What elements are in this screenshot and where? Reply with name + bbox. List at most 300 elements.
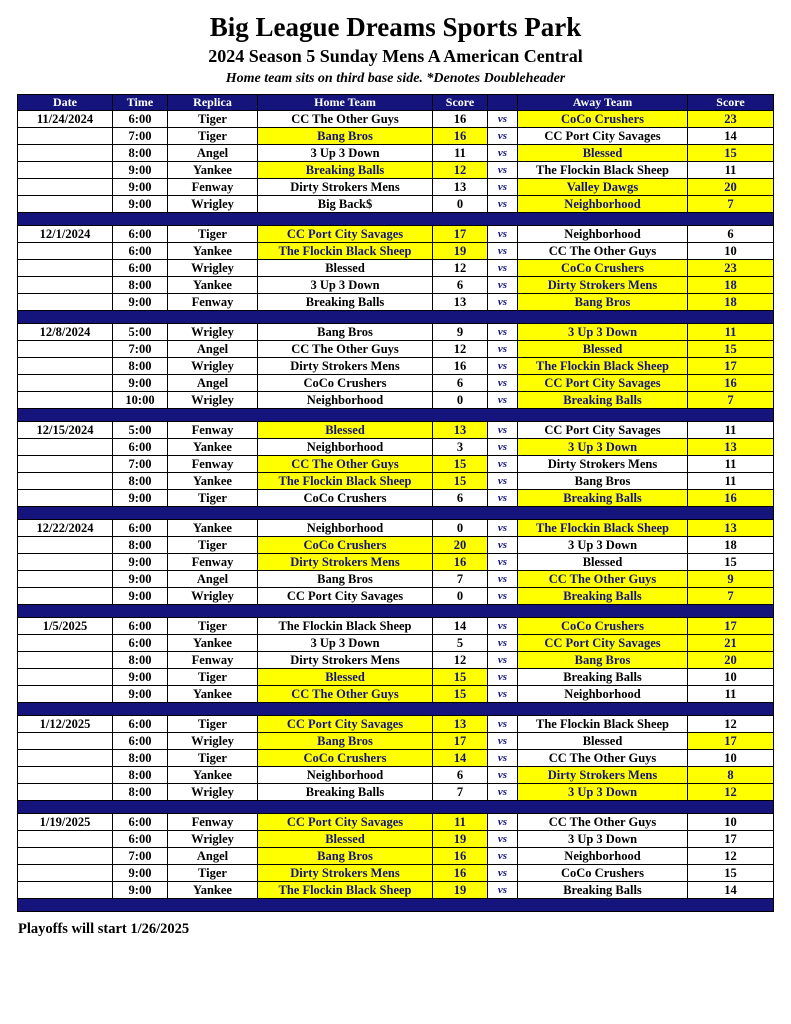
time-cell: 6:00 <box>113 733 168 750</box>
away-score-cell: 17 <box>688 618 774 635</box>
home-team-cell: The Flockin Black Sheep <box>258 882 433 899</box>
home-team-cell: CC The Other Guys <box>258 456 433 473</box>
time-cell: 9:00 <box>113 669 168 686</box>
home-score-cell: 11 <box>433 814 488 831</box>
vs-cell: vs <box>488 618 518 635</box>
time-cell: 8:00 <box>113 145 168 162</box>
replica-cell: Fenway <box>168 422 258 439</box>
away-team-cell: CC The Other Guys <box>518 243 688 260</box>
date-cell: 1/19/2025 <box>18 814 113 831</box>
away-score-cell: 7 <box>688 196 774 213</box>
home-team-cell: CC The Other Guys <box>258 686 433 703</box>
week-separator <box>18 507 774 520</box>
time-cell: 8:00 <box>113 750 168 767</box>
home-team-cell: Bang Bros <box>258 571 433 588</box>
game-row <box>18 571 774 588</box>
time-cell: 6:00 <box>113 635 168 652</box>
away-team-cell: Blessed <box>518 554 688 571</box>
vs-cell: vs <box>488 750 518 767</box>
time-cell: 7:00 <box>113 456 168 473</box>
week-separator-band <box>18 801 774 814</box>
away-score-cell: 7 <box>688 588 774 605</box>
date-cell <box>18 358 113 375</box>
away-score-cell: 18 <box>688 537 774 554</box>
game-row <box>18 179 774 196</box>
home-score-cell: 15 <box>433 669 488 686</box>
away-team-cell: CC Port City Savages <box>518 422 688 439</box>
time-cell: 10:00 <box>113 392 168 409</box>
game-row <box>18 392 774 409</box>
home-score-cell: 7 <box>433 784 488 801</box>
away-score-cell: 11 <box>688 456 774 473</box>
week-separator <box>18 213 774 226</box>
game-row <box>18 865 774 882</box>
time-cell: 6:00 <box>113 439 168 456</box>
home-team-cell: Dirty Strokers Mens <box>258 554 433 571</box>
replica-cell: Wrigley <box>168 196 258 213</box>
away-score-cell: 15 <box>688 341 774 358</box>
date-cell <box>18 439 113 456</box>
home-score-cell: 19 <box>433 831 488 848</box>
away-team-cell: 3 Up 3 Down <box>518 324 688 341</box>
replica-cell: Fenway <box>168 814 258 831</box>
date-cell <box>18 277 113 294</box>
vs-cell: vs <box>488 848 518 865</box>
replica-cell: Wrigley <box>168 260 258 277</box>
time-cell: 6:00 <box>113 111 168 128</box>
replica-cell: Tiger <box>168 490 258 507</box>
home-score-cell: 15 <box>433 686 488 703</box>
home-team-cell: 3 Up 3 Down <box>258 277 433 294</box>
away-team-cell: CC The Other Guys <box>518 571 688 588</box>
home-score-cell: 20 <box>433 537 488 554</box>
away-team-cell: 3 Up 3 Down <box>518 537 688 554</box>
date-cell <box>18 490 113 507</box>
game-row <box>18 490 774 507</box>
home-score-cell: 0 <box>433 392 488 409</box>
home-score-cell: 15 <box>433 456 488 473</box>
game-row <box>18 848 774 865</box>
home-score-cell: 6 <box>433 277 488 294</box>
replica-cell: Angel <box>168 375 258 392</box>
replica-cell: Tiger <box>168 669 258 686</box>
away-team-cell: CC The Other Guys <box>518 750 688 767</box>
time-cell: 9:00 <box>113 571 168 588</box>
col-header-home-team: Home Team <box>258 95 433 111</box>
game-row <box>18 456 774 473</box>
home-score-cell: 0 <box>433 196 488 213</box>
replica-cell: Yankee <box>168 686 258 703</box>
vs-cell: vs <box>488 341 518 358</box>
vs-cell: vs <box>488 358 518 375</box>
replica-cell: Tiger <box>168 750 258 767</box>
vs-cell: vs <box>488 882 518 899</box>
game-row <box>18 111 774 128</box>
away-score-cell: 18 <box>688 294 774 311</box>
game-row <box>18 196 774 213</box>
vs-cell: vs <box>488 814 518 831</box>
away-team-cell: Blessed <box>518 341 688 358</box>
away-team-cell: 3 Up 3 Down <box>518 784 688 801</box>
game-row <box>18 260 774 277</box>
home-score-cell: 17 <box>433 733 488 750</box>
vs-cell: vs <box>488 196 518 213</box>
replica-cell: Fenway <box>168 554 258 571</box>
away-score-cell: 15 <box>688 865 774 882</box>
away-score-cell: 11 <box>688 162 774 179</box>
home-team-cell: Blessed <box>258 422 433 439</box>
away-team-cell: Dirty Strokers Mens <box>518 456 688 473</box>
game-row <box>18 588 774 605</box>
date-cell: 12/1/2024 <box>18 226 113 243</box>
game-row <box>18 277 774 294</box>
time-cell: 5:00 <box>113 324 168 341</box>
away-team-cell: Blessed <box>518 145 688 162</box>
away-team-cell: Bang Bros <box>518 652 688 669</box>
week-separator-band <box>18 213 774 226</box>
away-score-cell: 21 <box>688 635 774 652</box>
replica-cell: Angel <box>168 571 258 588</box>
away-team-cell: Breaking Balls <box>518 588 688 605</box>
away-score-cell: 23 <box>688 260 774 277</box>
vs-cell: vs <box>488 554 518 571</box>
replica-cell: Wrigley <box>168 392 258 409</box>
game-row <box>18 635 774 652</box>
away-score-cell: 15 <box>688 145 774 162</box>
home-team-cell: Blessed <box>258 831 433 848</box>
col-header-away-team: Away Team <box>518 95 688 111</box>
date-cell <box>18 179 113 196</box>
replica-cell: Tiger <box>168 111 258 128</box>
away-team-cell: Dirty Strokers Mens <box>518 767 688 784</box>
vs-cell: vs <box>488 260 518 277</box>
replica-cell: Angel <box>168 848 258 865</box>
home-score-cell: 19 <box>433 243 488 260</box>
game-row <box>18 652 774 669</box>
time-cell: 6:00 <box>113 831 168 848</box>
replica-cell: Wrigley <box>168 733 258 750</box>
away-team-cell: CC The Other Guys <box>518 814 688 831</box>
time-cell: 8:00 <box>113 358 168 375</box>
away-score-cell: 16 <box>688 375 774 392</box>
away-score-cell: 12 <box>688 784 774 801</box>
home-team-cell: CoCo Crushers <box>258 490 433 507</box>
vs-cell: vs <box>488 243 518 260</box>
game-row <box>18 243 774 260</box>
vs-cell: vs <box>488 111 518 128</box>
home-team-cell: Neighborhood <box>258 392 433 409</box>
away-score-cell: 12 <box>688 716 774 733</box>
home-score-cell: 12 <box>433 341 488 358</box>
vs-cell: vs <box>488 439 518 456</box>
home-score-cell: 9 <box>433 324 488 341</box>
away-team-cell: Valley Dawgs <box>518 179 688 196</box>
vs-cell: vs <box>488 716 518 733</box>
vs-cell: vs <box>488 669 518 686</box>
home-score-cell: 7 <box>433 571 488 588</box>
away-team-cell: The Flockin Black Sheep <box>518 162 688 179</box>
vs-cell: vs <box>488 571 518 588</box>
date-cell <box>18 750 113 767</box>
away-team-cell: CC Port City Savages <box>518 128 688 145</box>
home-score-cell: 14 <box>433 750 488 767</box>
page-title: Big League Dreams Sports Park <box>209 12 582 42</box>
week-separator <box>18 605 774 618</box>
away-team-cell: CoCo Crushers <box>518 865 688 882</box>
col-header-date: Date <box>18 95 113 111</box>
vs-cell: vs <box>488 473 518 490</box>
date-cell <box>18 145 113 162</box>
home-score-cell: 15 <box>433 473 488 490</box>
home-team-cell: Dirty Strokers Mens <box>258 358 433 375</box>
replica-cell: Yankee <box>168 473 258 490</box>
table-header-row <box>18 95 774 111</box>
away-team-cell: Breaking Balls <box>518 669 688 686</box>
away-score-cell: 14 <box>688 882 774 899</box>
home-team-cell: CC The Other Guys <box>258 111 433 128</box>
home-team-note: Home team sits on third base side. *Denotes Doubleheader <box>225 71 566 86</box>
time-cell: 7:00 <box>113 848 168 865</box>
replica-cell: Yankee <box>168 520 258 537</box>
away-score-cell: 6 <box>688 226 774 243</box>
vs-cell: vs <box>488 865 518 882</box>
home-team-cell: CC The Other Guys <box>258 341 433 358</box>
home-score-cell: 12 <box>433 162 488 179</box>
home-team-cell: CC Port City Savages <box>258 226 433 243</box>
home-team-cell: Bang Bros <box>258 128 433 145</box>
date-cell <box>18 865 113 882</box>
replica-cell: Fenway <box>168 294 258 311</box>
date-cell <box>18 652 113 669</box>
replica-cell: Yankee <box>168 439 258 456</box>
time-cell: 5:00 <box>113 422 168 439</box>
game-row <box>18 618 774 635</box>
away-score-cell: 12 <box>688 848 774 865</box>
col-header-replica: Replica <box>168 95 258 111</box>
away-score-cell: 10 <box>688 669 774 686</box>
vs-cell: vs <box>488 733 518 750</box>
home-score-cell: 14 <box>433 618 488 635</box>
home-team-cell: Bang Bros <box>258 733 433 750</box>
time-cell: 9:00 <box>113 294 168 311</box>
away-team-cell: Bang Bros <box>518 294 688 311</box>
time-cell: 6:00 <box>113 243 168 260</box>
replica-cell: Yankee <box>168 882 258 899</box>
home-score-cell: 11 <box>433 145 488 162</box>
home-team-cell: 3 Up 3 Down <box>258 635 433 652</box>
game-row <box>18 882 774 899</box>
date-cell <box>18 571 113 588</box>
away-team-cell: Blessed <box>518 733 688 750</box>
away-team-cell: CC Port City Savages <box>518 635 688 652</box>
replica-cell: Tiger <box>168 226 258 243</box>
date-cell <box>18 473 113 490</box>
replica-cell: Fenway <box>168 652 258 669</box>
home-score-cell: 13 <box>433 422 488 439</box>
away-score-cell: 13 <box>688 520 774 537</box>
home-team-cell: The Flockin Black Sheep <box>258 243 433 260</box>
time-cell: 6:00 <box>113 226 168 243</box>
away-team-cell: CoCo Crushers <box>518 260 688 277</box>
time-cell: 9:00 <box>113 490 168 507</box>
col-header-away-score: Score <box>688 95 774 111</box>
week-separator <box>18 311 774 324</box>
game-row <box>18 375 774 392</box>
schedule-table <box>17 94 774 912</box>
vs-cell: vs <box>488 277 518 294</box>
home-score-cell: 16 <box>433 358 488 375</box>
home-team-cell: CoCo Crushers <box>258 750 433 767</box>
away-score-cell: 15 <box>688 554 774 571</box>
vs-cell: vs <box>488 392 518 409</box>
home-score-cell: 19 <box>433 882 488 899</box>
col-header-vs <box>488 95 518 111</box>
time-cell: 7:00 <box>113 128 168 145</box>
date-cell <box>18 196 113 213</box>
away-team-cell: CoCo Crushers <box>518 111 688 128</box>
week-separator-band <box>18 703 774 716</box>
home-score-cell: 0 <box>433 520 488 537</box>
game-row <box>18 162 774 179</box>
home-team-cell: Breaking Balls <box>258 294 433 311</box>
home-team-cell: Big Back$ <box>258 196 433 213</box>
away-team-cell: Bang Bros <box>518 473 688 490</box>
time-cell: 8:00 <box>113 473 168 490</box>
date-cell: 1/12/2025 <box>18 716 113 733</box>
game-row <box>18 226 774 243</box>
away-team-cell: Neighborhood <box>518 196 688 213</box>
home-team-cell: CoCo Crushers <box>258 375 433 392</box>
game-row <box>18 520 774 537</box>
away-team-cell: The Flockin Black Sheep <box>518 716 688 733</box>
col-header-time: Time <box>113 95 168 111</box>
game-row <box>18 341 774 358</box>
home-score-cell: 12 <box>433 652 488 669</box>
vs-cell: vs <box>488 324 518 341</box>
date-cell <box>18 831 113 848</box>
date-cell <box>18 243 113 260</box>
home-score-cell: 13 <box>433 179 488 196</box>
date-cell <box>18 341 113 358</box>
date-cell <box>18 669 113 686</box>
away-score-cell: 8 <box>688 767 774 784</box>
game-row <box>18 537 774 554</box>
home-team-cell: The Flockin Black Sheep <box>258 473 433 490</box>
home-team-cell: The Flockin Black Sheep <box>258 618 433 635</box>
date-cell: 1/5/2025 <box>18 618 113 635</box>
vs-cell: vs <box>488 162 518 179</box>
time-cell: 6:00 <box>113 618 168 635</box>
home-score-cell: 16 <box>433 128 488 145</box>
date-cell <box>18 456 113 473</box>
date-cell <box>18 635 113 652</box>
game-row <box>18 554 774 571</box>
date-cell: 12/15/2024 <box>18 422 113 439</box>
game-row <box>18 784 774 801</box>
vs-cell: vs <box>488 179 518 196</box>
game-row <box>18 128 774 145</box>
vs-cell: vs <box>488 635 518 652</box>
vs-cell: vs <box>488 375 518 392</box>
page-subtitle: 2024 Season 5 Sunday Mens A American Central <box>208 46 583 66</box>
vs-cell: vs <box>488 294 518 311</box>
time-cell: 9:00 <box>113 554 168 571</box>
away-score-cell: 11 <box>688 324 774 341</box>
replica-cell: Yankee <box>168 277 258 294</box>
away-score-cell: 11 <box>688 422 774 439</box>
home-team-cell: Blessed <box>258 669 433 686</box>
game-row <box>18 669 774 686</box>
replica-cell: Tiger <box>168 716 258 733</box>
home-team-cell: Neighborhood <box>258 520 433 537</box>
vs-cell: vs <box>488 588 518 605</box>
away-score-cell: 17 <box>688 358 774 375</box>
away-score-cell: 11 <box>688 473 774 490</box>
vs-cell: vs <box>488 145 518 162</box>
away-score-cell: 11 <box>688 686 774 703</box>
time-cell: 9:00 <box>113 162 168 179</box>
replica-cell: Angel <box>168 341 258 358</box>
vs-cell: vs <box>488 128 518 145</box>
home-team-cell: CC Port City Savages <box>258 716 433 733</box>
vs-cell: vs <box>488 784 518 801</box>
date-cell <box>18 375 113 392</box>
time-cell: 9:00 <box>113 686 168 703</box>
date-cell <box>18 733 113 750</box>
away-team-cell: Breaking Balls <box>518 392 688 409</box>
time-cell: 9:00 <box>113 865 168 882</box>
home-score-cell: 16 <box>433 554 488 571</box>
home-team-cell: Breaking Balls <box>258 162 433 179</box>
replica-cell: Wrigley <box>168 358 258 375</box>
home-score-cell: 16 <box>433 865 488 882</box>
game-row <box>18 473 774 490</box>
time-cell: 6:00 <box>113 716 168 733</box>
date-cell <box>18 392 113 409</box>
home-team-cell: Bang Bros <box>258 324 433 341</box>
game-row <box>18 814 774 831</box>
away-team-cell: Dirty Strokers Mens <box>518 277 688 294</box>
week-separator-band <box>18 507 774 520</box>
home-score-cell: 12 <box>433 260 488 277</box>
date-cell <box>18 537 113 554</box>
home-score-cell: 16 <box>433 848 488 865</box>
game-row <box>18 422 774 439</box>
schedule-body <box>18 111 774 912</box>
time-cell: 8:00 <box>113 767 168 784</box>
week-separator-band <box>18 311 774 324</box>
away-team-cell: The Flockin Black Sheep <box>518 520 688 537</box>
vs-cell: vs <box>488 767 518 784</box>
away-score-cell: 20 <box>688 179 774 196</box>
date-cell <box>18 767 113 784</box>
away-score-cell: 18 <box>688 277 774 294</box>
away-team-cell: Breaking Balls <box>518 882 688 899</box>
replica-cell: Tiger <box>168 128 258 145</box>
time-cell: 9:00 <box>113 882 168 899</box>
home-team-cell: 3 Up 3 Down <box>258 145 433 162</box>
away-score-cell: 14 <box>688 128 774 145</box>
home-team-cell: Dirty Strokers Mens <box>258 865 433 882</box>
date-cell <box>18 686 113 703</box>
time-cell: 9:00 <box>113 179 168 196</box>
date-cell <box>18 882 113 899</box>
replica-cell: Wrigley <box>168 324 258 341</box>
game-row <box>18 439 774 456</box>
away-team-cell: CoCo Crushers <box>518 618 688 635</box>
home-team-cell: Dirty Strokers Mens <box>258 652 433 669</box>
home-team-cell: Breaking Balls <box>258 784 433 801</box>
